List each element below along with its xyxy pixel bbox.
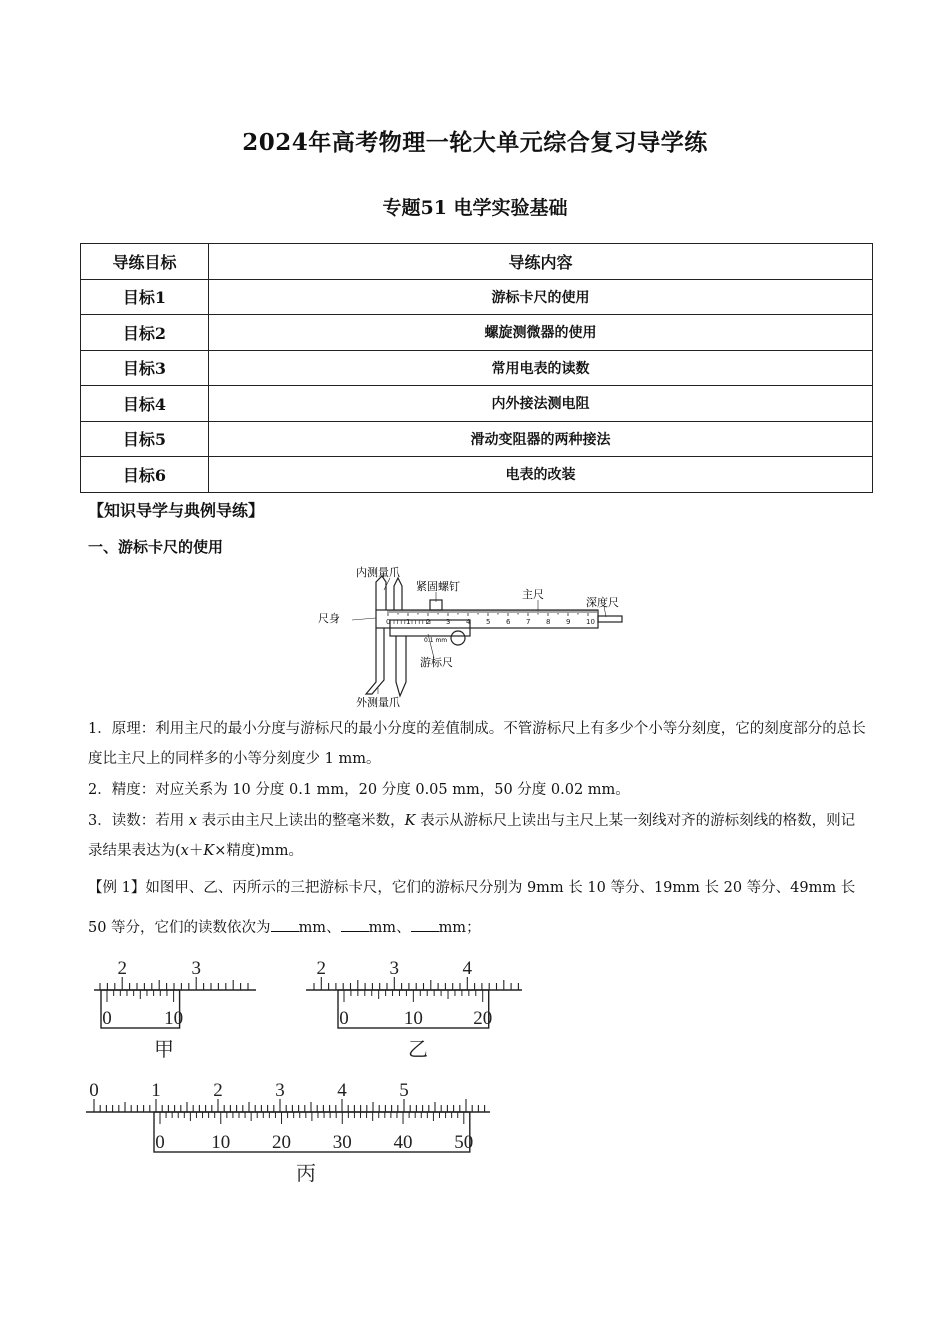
scale-caption: 乙 <box>408 1039 428 1061</box>
caliper-scale-number: 9 <box>566 618 571 626</box>
caliper-scale-number: 8 <box>546 618 551 626</box>
outer-jaw-label: 外测量爪 <box>356 696 400 709</box>
vernier-label: 游标尺 <box>420 656 453 669</box>
main-scale-label: 主尺 <box>522 588 544 601</box>
goal-cell: 目标1 <box>81 279 209 315</box>
caliper-scale-number: 10 <box>586 618 595 626</box>
vernier-scale-number: 20 <box>473 1008 493 1029</box>
outer-jaw-movable <box>396 636 406 696</box>
main-scale-number: 5 <box>399 1080 409 1101</box>
main-scale-number: 1 <box>151 1080 161 1101</box>
vernier-scale-number: 50 <box>454 1132 474 1153</box>
scale-caption: 甲 <box>154 1039 174 1061</box>
table-row <box>81 350 873 386</box>
table-row <box>81 386 873 422</box>
text-span: 3．读数：若用 <box>88 813 189 829</box>
page-subtitle: 专题51 电学实验基础 <box>382 197 568 219</box>
main-scale-number: 3 <box>191 958 201 979</box>
caliper-scale-number: 0 <box>386 618 391 626</box>
paragraph-example-1 <box>88 868 868 948</box>
content-cell: 螺旋测微器的使用 <box>209 315 873 351</box>
main-scale-number: 3 <box>389 958 400 979</box>
var-k: K <box>404 813 416 829</box>
text-span: 【例 1】如图甲、乙、丙所示的三把游标卡尺，它们的游标尺分别为 9mm 长 10 等分、19mm 长 20 等分、49mm 长 50 等分，它们的读数依次为 <box>88 880 856 936</box>
table-row <box>81 279 873 315</box>
answer-blank[interactable] <box>411 917 439 932</box>
thumb-wheel <box>451 631 465 645</box>
example-scales-figure <box>80 948 530 1188</box>
inner-jaw-fixed <box>376 576 386 610</box>
content-cell: 游标卡尺的使用 <box>209 279 873 315</box>
goal-cell: 目标6 <box>81 457 209 493</box>
vernier-scale-number: 40 <box>393 1132 413 1153</box>
text-span: mm <box>298 920 327 936</box>
main-scale-number: 2 <box>316 958 327 979</box>
caliper-scale-number: 5 <box>486 618 491 626</box>
main-scale-number: 4 <box>462 958 473 979</box>
caliper-scale-number: 3 <box>446 618 451 626</box>
lock-screw-label: 紧固螺钉 <box>416 580 460 593</box>
page-title: 2024年高考物理一轮大单元综合复习导学练 <box>242 129 708 156</box>
outer-jaw-fixed <box>366 628 384 694</box>
table-row <box>81 457 873 493</box>
depth-rod <box>598 616 622 622</box>
scale-bing <box>86 1080 490 1185</box>
table-row <box>81 421 873 457</box>
vernier-scale-number: 10 <box>211 1132 231 1153</box>
body-label: 尺身 <box>318 612 340 625</box>
table-header-goal: 导练目标 <box>81 244 209 280</box>
vernier-scale-number: 10 <box>164 1008 184 1029</box>
text-span: ×精度)mm。 <box>214 843 304 859</box>
text-span: ； <box>466 920 481 936</box>
section-heading: 【知识导学与典例导练】 <box>88 501 265 520</box>
table-header-row <box>81 244 873 280</box>
text-span: mm <box>368 920 397 936</box>
caliper-scale-number: 2 <box>426 618 431 626</box>
var-k: K <box>203 843 215 859</box>
caliper-figure <box>316 562 636 710</box>
var-x: x <box>180 843 189 859</box>
precision-label: 0.1 mm <box>424 637 448 644</box>
goal-cell: 目标4 <box>81 386 209 422</box>
goals-table <box>80 243 873 493</box>
caliper-scale-number: 6 <box>506 618 511 626</box>
content-cell: 滑动变阻器的两种接法 <box>209 421 873 457</box>
scale-jia <box>94 958 256 1061</box>
main-scale-number: 0 <box>89 1080 99 1101</box>
main-scale-number: 2 <box>213 1080 223 1101</box>
main-scale-number: 4 <box>337 1080 347 1101</box>
text-span: 表示从游标尺上读出与主尺上某一刻线对齐的游标刻线的格数，则记录结果表达为( <box>88 813 856 859</box>
goal-cell: 目标5 <box>81 421 209 457</box>
paragraph-principle: 1．原理：利用主尺的最小分度与游标尺的最小分度的差值制成。不管游标尺上有多少个小等分刻度，它的刻度部分的总长度比主尺上的同样多的小等分刻度少 1 mm。 <box>88 721 866 767</box>
content-cell: 常用电表的读数 <box>209 350 873 386</box>
caliper-scale-number: 4 <box>466 618 471 626</box>
var-x: x <box>188 813 198 829</box>
table-header-content: 导练内容 <box>209 244 873 280</box>
inner-jaw-movable <box>394 578 402 610</box>
text-span: mm <box>438 920 467 936</box>
vernier-scale-number: 0 <box>155 1132 165 1153</box>
content-cell: 电表的改装 <box>209 457 873 493</box>
vernier-scale-number: 0 <box>339 1008 349 1029</box>
depth-rod-label: 深度尺 <box>586 596 619 609</box>
text-span: ＋ <box>188 843 204 859</box>
main-scale-number: 3 <box>275 1080 285 1101</box>
text-span: 、 <box>396 920 411 936</box>
paragraph-reading <box>88 806 868 866</box>
vernier-scale-number: 20 <box>272 1132 292 1153</box>
goal-cell: 目标3 <box>81 350 209 386</box>
text-span: 、 <box>326 920 341 936</box>
vernier-scale-number: 0 <box>102 1008 112 1029</box>
main-scale-number: 2 <box>117 958 127 979</box>
vernier-scale-number: 10 <box>403 1008 423 1029</box>
caliper-scale-number: 1 <box>406 618 411 626</box>
scale-yi <box>306 958 522 1061</box>
paragraph-precision: 2．精度：对应关系为 10 分度 0.1 mm，20 分度 0.05 mm，50 分度 0.02 mm。 <box>88 782 630 798</box>
text-span: 表示由主尺上读出的整毫米数， <box>197 813 405 829</box>
vernier-scale-number: 30 <box>332 1132 352 1153</box>
subsection-heading: 一、游标卡尺的使用 <box>88 538 224 556</box>
answer-blank[interactable] <box>271 917 299 932</box>
inner-jaw-label: 内测量爪 <box>356 566 400 579</box>
content-cell: 内外接法测电阻 <box>209 386 873 422</box>
scale-caption: 丙 <box>296 1163 316 1185</box>
goal-cell: 目标2 <box>81 315 209 351</box>
caliper-scale-number: 7 <box>526 618 531 626</box>
table-row <box>81 315 873 351</box>
answer-blank[interactable] <box>341 917 369 932</box>
